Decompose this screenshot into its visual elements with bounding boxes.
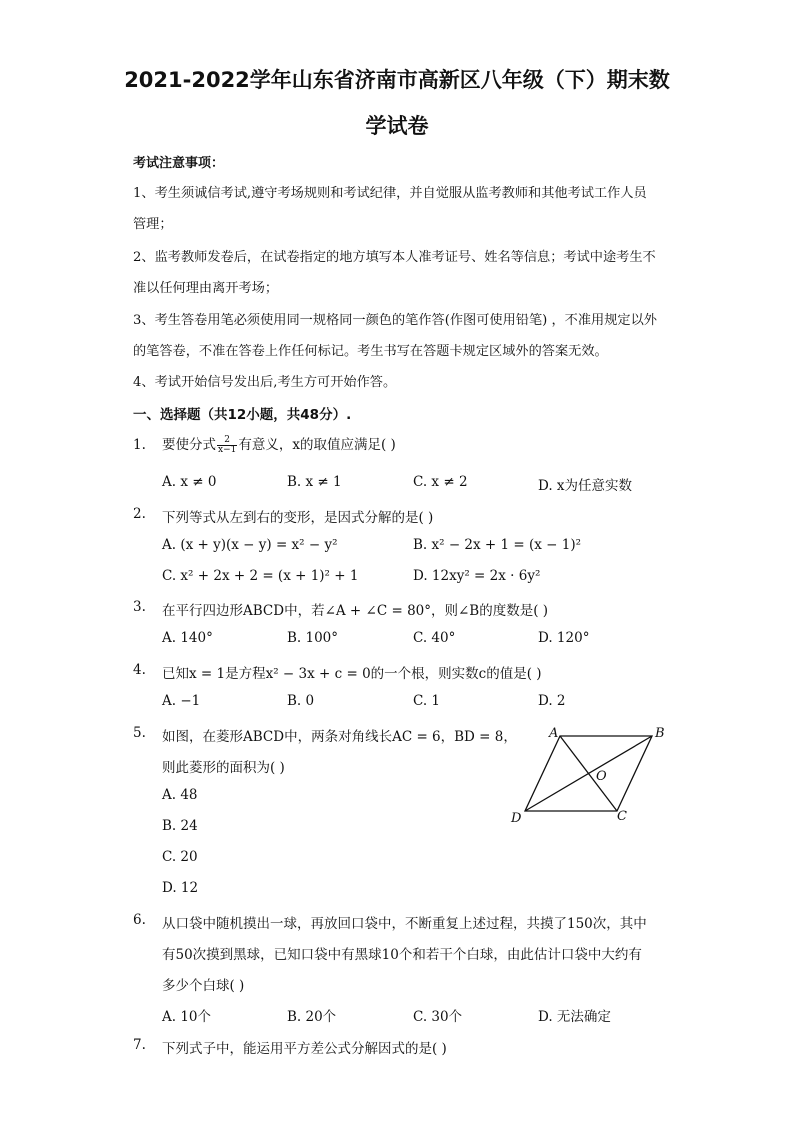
- q3-option-d: D. 120°: [538, 630, 590, 646]
- note-1a: 1、考生须诚信考试,遵守考场规则和考试纪律，并自觉服从监考教师和其他考试工作人员: [133, 186, 647, 201]
- q4-text: 已知x = 1是方程x² − 3x + c = 0的一个根，则实数c的值是( ): [162, 666, 542, 682]
- q6-number: 6.: [133, 912, 146, 928]
- q3-option-b: B. 100°: [287, 630, 339, 646]
- diagonal-bd: [525, 736, 652, 811]
- q1-fraction: [217, 436, 237, 455]
- note-3b: 的笔答卷，不准在答卷上作任何标记。考生书写在答题卡规定区域外的答案无效。: [133, 344, 608, 359]
- q1-option-c: C. x ≠ 2: [413, 474, 468, 490]
- q4-number: 4.: [133, 662, 146, 678]
- q3-text: 在平行四边形ABCD中，若∠A + ∠C = 80°，则∠B的度数是( ): [162, 603, 549, 619]
- q6-option-b: B. 20个: [287, 1009, 337, 1025]
- q3-option-c: C. 40°: [413, 630, 456, 646]
- q6-text-line1: 从口袋中随机摸出一球，再放回口袋中，不断重复上述过程，共摸了150次，其中: [162, 916, 647, 932]
- q2-number: 2.: [133, 506, 146, 522]
- q5-option-b: B. 24: [162, 818, 198, 834]
- note-3a: 3、考生答卷用笔必须使用同一规格同一颜色的笔作答(作图可使用铅笔) ，不准用规定以外: [133, 313, 657, 328]
- q1-frac-num: 2: [217, 436, 237, 446]
- q1-option-b: B. x ≠ 1: [287, 474, 342, 490]
- label-o: O: [596, 769, 607, 784]
- q7-text: 下列式子中，能运用平方差公式分解因式的是( ): [162, 1041, 447, 1057]
- label-a: A: [549, 726, 559, 741]
- q5-option-a: A. 48: [162, 787, 198, 803]
- q5-option-c: C. 20: [162, 849, 198, 865]
- q3-option-a: A. 140°: [162, 630, 213, 646]
- q6-text-line3: 多少个白球( ): [162, 978, 245, 994]
- q7-number: 7.: [133, 1037, 146, 1053]
- q4-option-b: B. 0: [287, 693, 315, 709]
- notes-heading: 考试注意事项：: [133, 156, 225, 171]
- q6-option-c: C. 30个: [413, 1009, 463, 1025]
- q6-option-d: D. 无法确定: [538, 1009, 611, 1025]
- q5-option-d: D. 12: [162, 880, 199, 896]
- label-d: D: [511, 811, 522, 826]
- q1-text-post: 有意义，x的取值应满足( ): [238, 437, 396, 453]
- rhombus-figure: [505, 722, 670, 830]
- q1-option-d: D. x为任意实数: [538, 478, 633, 494]
- q6-text-line2: 有50次摸到黑球，已知口袋中有黑球10个和若干个白球，由此估计口袋中大约有: [162, 947, 642, 963]
- q5-text-line2: 则此菱形的面积为( ): [162, 760, 285, 776]
- label-c: C: [617, 809, 627, 824]
- page-title-line1: 2021-2022学年山东省济南市高新区八年级（下）期末数: [124, 68, 670, 92]
- q1-number: 1.: [133, 437, 146, 453]
- q4-option-c: C. 1: [413, 693, 441, 709]
- q6-option-a: A. 10个: [162, 1009, 212, 1025]
- q4-option-a: A. −1: [162, 693, 201, 709]
- page-title-line2: 学试卷: [365, 114, 429, 138]
- section-heading: 一、选择题（共12小题，共48分）.: [133, 407, 352, 423]
- note-2b: 准以任何理由离开考场；: [133, 281, 279, 296]
- q1-text-pre: 要使分式: [162, 437, 216, 453]
- q3-number: 3.: [133, 599, 146, 615]
- q5-text-line1: 如图，在菱形ABCD中，两条对角线长AC = 6，BD = 8，: [162, 729, 517, 745]
- q2-option-b: B. x² − 2x + 1 = (x − 1)²: [413, 537, 582, 553]
- note-1b: 管理；: [133, 217, 173, 232]
- q2-text: 下列等式从左到右的变形，是因式分解的是( ): [162, 510, 434, 526]
- q1-option-a: A. x ≠ 0: [162, 474, 217, 490]
- note-4: 4、考试开始信号发出后,考生方可开始作答。: [133, 375, 397, 390]
- q1-frac-den: x−1: [218, 445, 237, 455]
- label-b: B: [655, 726, 665, 741]
- q1-text: [162, 433, 396, 455]
- q2-option-d: D. 12xy² = 2x · 6y²: [413, 568, 541, 584]
- q5-number: 5.: [133, 725, 146, 741]
- q2-option-c: C. x² + 2x + 2 = (x + 1)² + 1: [162, 568, 359, 584]
- q4-option-d: D. 2: [538, 693, 566, 709]
- q2-option-a: A. (x + y)(x − y) = x² − y²: [162, 537, 338, 553]
- note-2a: 2、监考教师发卷后，在试卷指定的地方填写本人准考证号、姓名等信息；考试中途考生不: [133, 250, 656, 265]
